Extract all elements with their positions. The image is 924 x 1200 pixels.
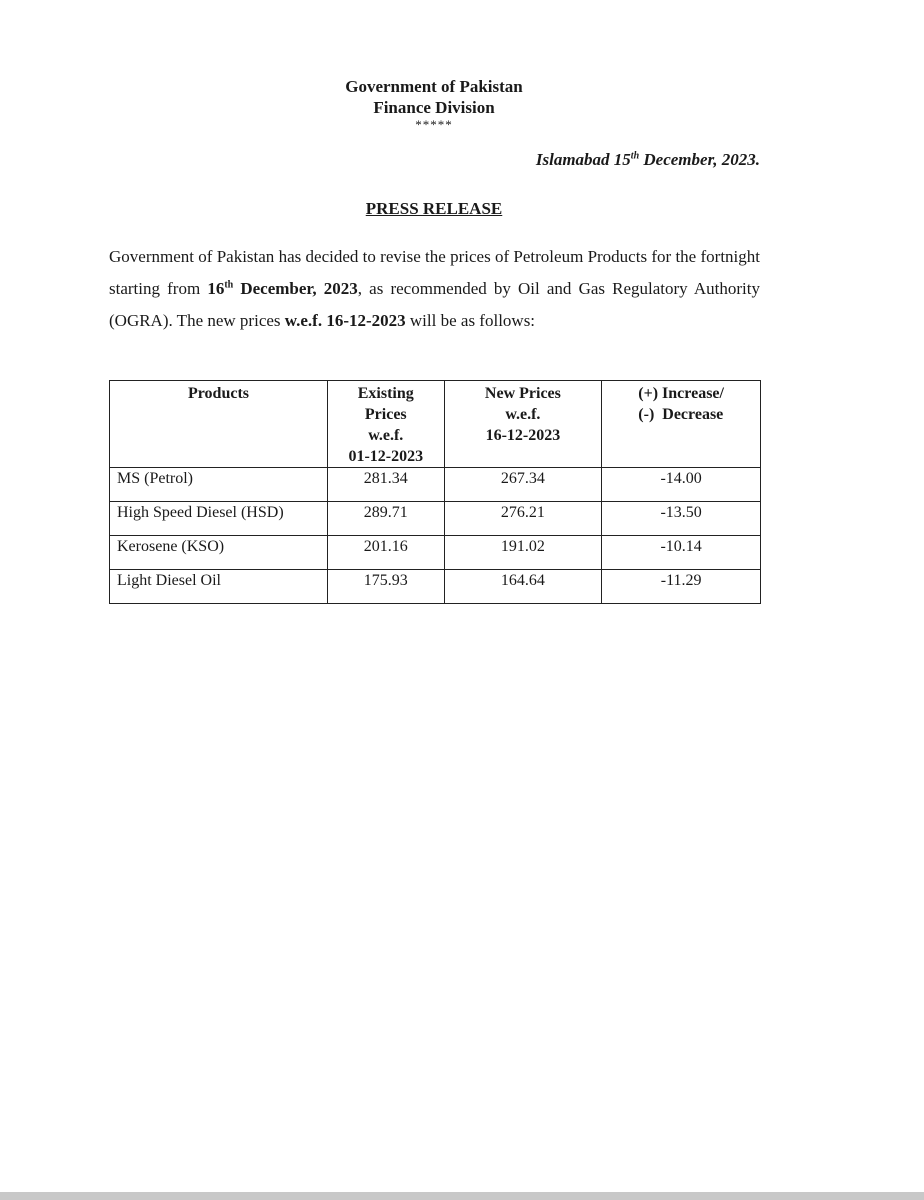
cell-product: Kerosene (KSO): [110, 536, 328, 570]
cell-existing: 201.16: [328, 536, 445, 570]
cell-change: -10.14: [602, 536, 761, 570]
header-new-line1: New Prices: [484, 385, 561, 402]
bottom-scroll-edge: [0, 1192, 924, 1200]
cell-existing: 281.34: [328, 468, 445, 502]
document-header: [0, 76, 868, 132]
cell-existing: 289.71: [328, 502, 445, 536]
date-line: [536, 150, 760, 170]
header-change-line1: (+) Increase/: [638, 385, 724, 402]
cell-product: Light Diesel Oil: [110, 570, 328, 604]
header-government: Government of Pakistan: [345, 77, 523, 96]
header-existing-line2: Prices: [364, 406, 407, 423]
body-bold-day: 16: [207, 279, 225, 298]
header-new: [444, 381, 602, 468]
body-paragraph: [109, 241, 760, 337]
cell-product: High Speed Diesel (HSD): [110, 502, 328, 536]
header-existing-line3: w.e.f.: [368, 427, 404, 444]
press-release-title: PRESS RELEASE: [365, 199, 503, 218]
header-new-line2: w.e.f.: [505, 406, 541, 423]
table-row: [110, 468, 761, 502]
header-existing-line1: Existing: [357, 385, 414, 402]
date-rest: December, 2023.: [639, 150, 760, 169]
cell-product: MS (Petrol): [110, 468, 328, 502]
header-new-line3: 16-12-2023: [485, 427, 561, 444]
table-header-row: [110, 381, 761, 468]
header-products-label: Products: [187, 385, 250, 402]
cell-change: -14.00: [602, 468, 761, 502]
table-row: [110, 570, 761, 604]
header-stars: *****: [415, 117, 453, 132]
cell-new: 191.02: [444, 536, 602, 570]
date-prefix: Islamabad 15: [535, 150, 631, 169]
price-table: [109, 380, 761, 604]
date-suffix: th: [630, 150, 640, 162]
header-existing: [328, 381, 445, 468]
header-change-block: [638, 383, 724, 425]
header-change-line2: (-) Decrease: [638, 406, 724, 423]
body-bold-date: December, 2023: [233, 279, 358, 298]
body-part2: , as recommended by Oil and Gas Regulatory Authority (OGRA). The new prices: [109, 279, 760, 330]
body-bold-day-sup: th: [224, 279, 234, 291]
header-existing-line4: 01-12-2023: [348, 448, 424, 465]
header-division: Finance Division: [373, 98, 495, 117]
body-part3: will be as follows:: [405, 311, 536, 330]
body-part1: Government of Pakistan has decided to revise the prices of Petroleum Products for the fortnight starting from: [109, 247, 760, 298]
cell-existing: 175.93: [328, 570, 445, 604]
cell-new: 164.64: [444, 570, 602, 604]
header-change: [602, 381, 761, 468]
body-bold-wef: w.e.f. 16-12-2023: [284, 311, 406, 330]
header-products: [110, 381, 328, 468]
cell-change: -11.29: [602, 570, 761, 604]
cell-new: 267.34: [444, 468, 602, 502]
cell-new: 276.21: [444, 502, 602, 536]
table-row: [110, 536, 761, 570]
cell-change: -13.50: [602, 502, 761, 536]
table-row: [110, 502, 761, 536]
